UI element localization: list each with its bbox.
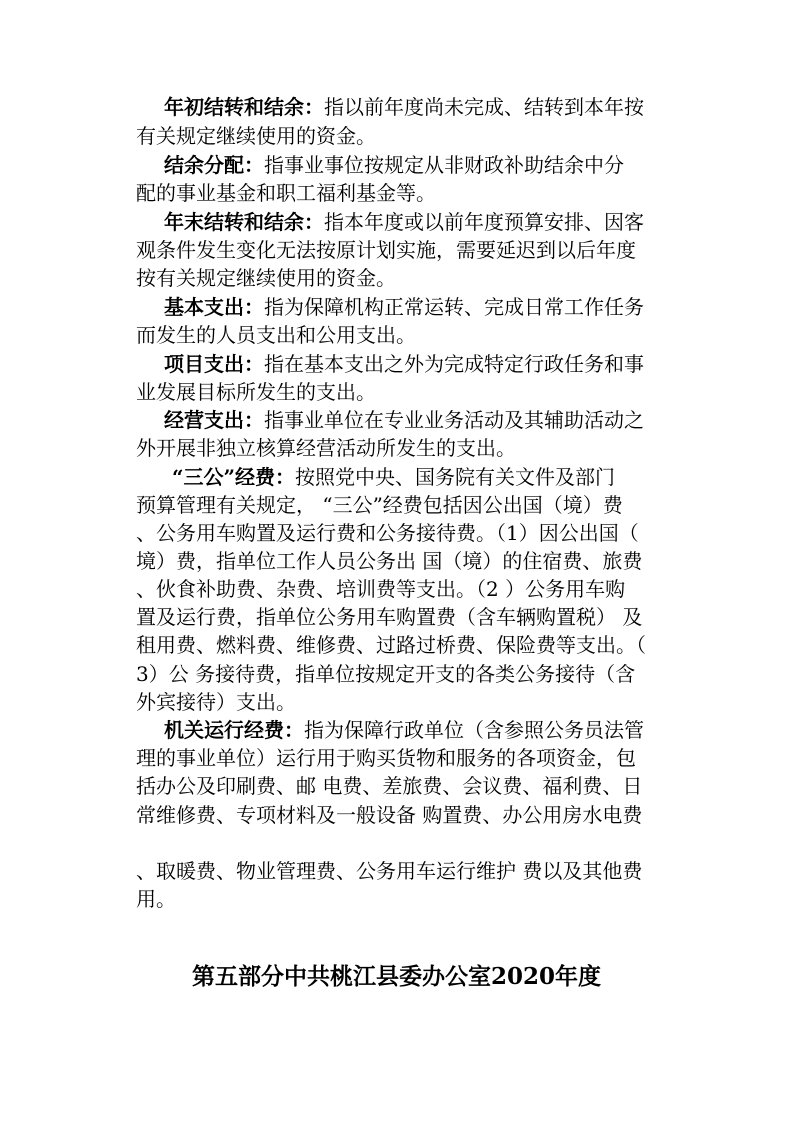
paragraph-line: 外宾接待）支出。: [136, 690, 296, 714]
definition-text: 指事业事位按规定从非财政补助结余中分: [264, 153, 624, 177]
paragraph-line: 而发生的人员支出和公用支出。: [136, 323, 416, 347]
term-label: “三公”经费：: [172, 465, 296, 489]
paragraph-line: 、公务用车购置及运行费和公务接待费。（1）因公出国（: [136, 521, 639, 545]
paragraph-line: 置及运行费，指单位公务用车购置费（含车辆购置税） 及: [136, 605, 643, 629]
paragraph-line: [172, 463, 712, 491]
definition-text: 按照党中央、国务院有关文件及部门: [295, 465, 616, 489]
paragraph-line: [164, 93, 704, 121]
term-label: 年末结转和结余：: [164, 210, 324, 234]
paragraph-line: 理的事业单位）运行用于购买货物和服务的各项资金，包: [136, 746, 636, 770]
paragraph-line: [164, 151, 704, 179]
paragraph-line: 业发展目标所发生的支出。: [136, 380, 376, 404]
term-label: 机关运行经费：: [164, 718, 304, 742]
paragraph-line: 括办公及印刷费、邮 电费、差旅费、会议费、福利费、日: [136, 774, 643, 798]
term-label: 结余分配：: [164, 153, 264, 177]
term-label: 项目支出：: [164, 352, 264, 376]
paragraph-line: 预算管理有关规定， “三公”经费包括因公出国（境）费: [136, 493, 623, 517]
paragraph-line: 租用费、燃料费、维修费、过路过桥费、保险费等支出。（: [136, 633, 646, 657]
term-label: 基本支出：: [164, 295, 264, 319]
definition-text: 指以前年度尚未完成、结转到本年按: [324, 95, 644, 119]
paragraph-line: 境）费，指单位工作人员公务出 国（境）的住宿费、旅费: [136, 549, 643, 573]
section-heading: 第五部分中共桃江县委办公室2020年度: [191, 963, 601, 990]
paragraph-line: 外开展非独立核算经营活动所发生的支出。: [136, 436, 516, 460]
paragraph-line: 3）公 务接待费，指单位按规定开支的各类公务接待（含: [136, 662, 636, 686]
paragraph-line: 按有关规定继续使用的资金。: [136, 266, 396, 290]
paragraph-line: 有关规定继续使用的资金。: [136, 124, 376, 148]
paragraph-line: [164, 406, 704, 434]
definition-text: 指事业单位在专业业务活动及其辅助活动之: [264, 408, 644, 432]
paragraph-line: [164, 716, 704, 744]
paragraph-line: [164, 208, 704, 236]
paragraph-line: 配的事业基金和职工福利基金等。: [136, 181, 436, 205]
term-label: 经营支出：: [164, 408, 264, 432]
definition-text: 指为保障机构正常运转、完成日常工作任务: [264, 295, 644, 319]
definition-text: 指本年度或以前年度预算安排、因客: [324, 210, 644, 234]
definition-text: 指为保障行政单位（含参照公务员法管: [304, 718, 644, 742]
paragraph-line: 、取暖费、物业管理费、公务用车运行维护 费以及其他费: [136, 859, 643, 883]
definition-text: 指在基本支出之外为完成特定行政任务和事: [264, 352, 644, 376]
paragraph-line: 、伙食补助费、杂费、培训费等支出。（2 ）公务用车购: [136, 577, 626, 601]
paragraph-line: [164, 350, 704, 378]
paragraph-line: 用。: [136, 887, 176, 911]
paragraph-line: [164, 293, 704, 321]
term-label: 年初结转和结余：: [164, 95, 324, 119]
paragraph-line: 观条件发生变化无法按原计划实施，需要延迟到以后年度: [136, 238, 636, 262]
paragraph-line: 常维修费、专项材料及一般设备 购置费、办公用房水电费: [136, 803, 643, 827]
